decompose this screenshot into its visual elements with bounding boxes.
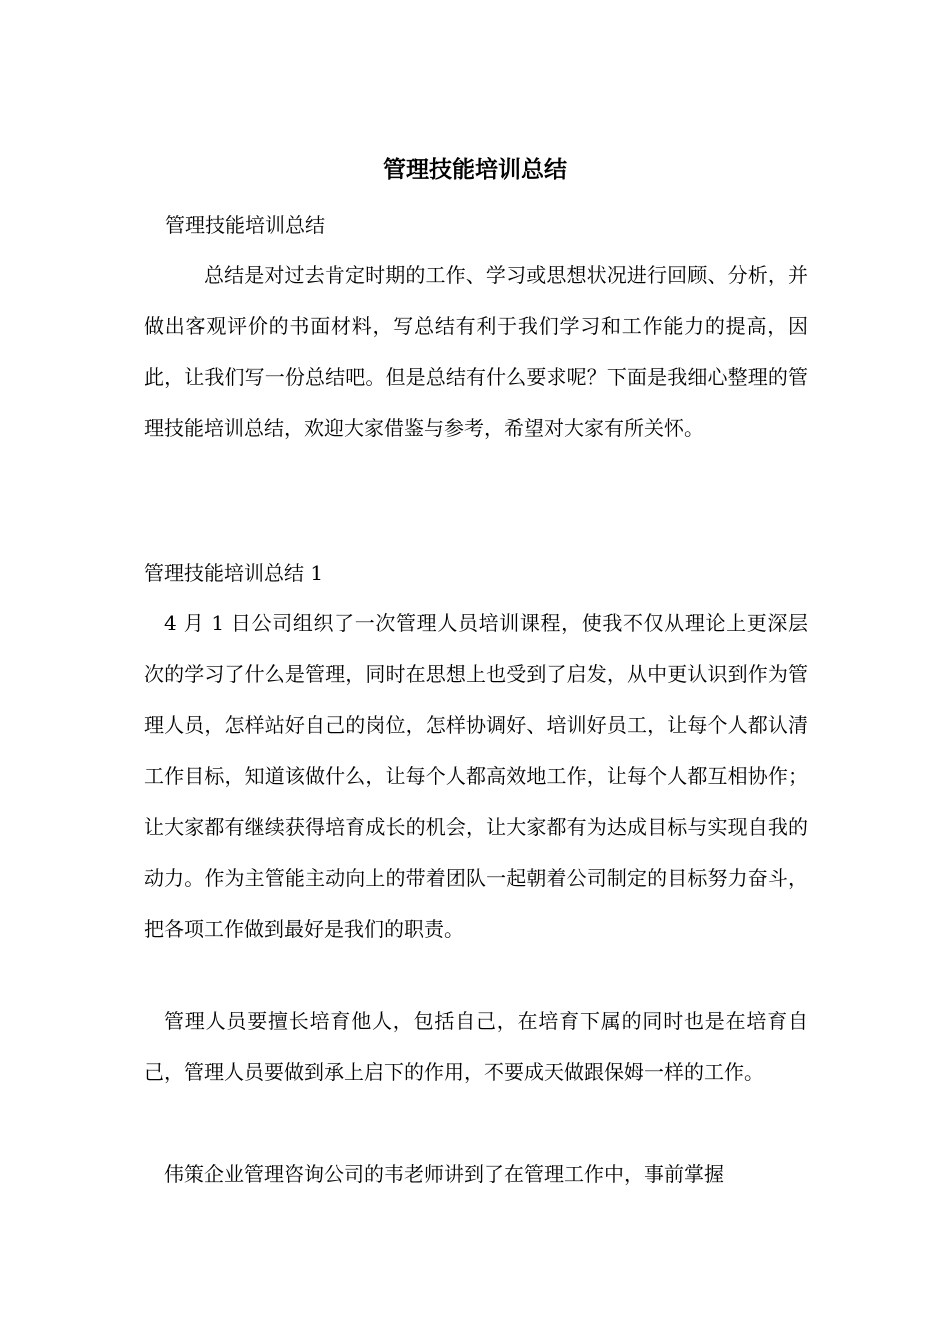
intro-paragraph: 总结是对过去肯定时期的工作、学习或思想状况进行回顾、分析，并做出客观评价的书面材料，写总结有利于我们学习和工作能力的提高，因此，让我们写一份总结吧。但是总结有什么要求呢？下面是我细心整理的管理技能培训总结，欢迎大家借鉴与参考，希望对大家有所关怀。 — [144, 263, 808, 440]
body-paragraph: 4 月 1 日公司组织了一次管理人员培训课程，使我不仅从理论上更深层次的学习了什么是管理，同时在思想上也受到了启发，从中更认识到作为管理人员，怎样站好自己的岗位，怎样协调好、培训好员工，让每个人都认清工作目标，知道该做什么，让每个人都高效地工作，让每个人都互相协作；让大家都有继续获得培育成长的机会，让大家都有为达成目标与实现自我的动力。作为主管能主动向上的带着团队一起朝着公司制定的目标努力奋斗，把各项工作做到最好是我们的职责。 — [144, 611, 808, 941]
document-subtitle: 管理技能培训总结 — [165, 213, 325, 237]
body-paragraph: 管理人员要擅长培育他人，包括自己，在培育下属的同时也是在培育自己，管理人员要做到承上启下的作用，不要成天做跟保姆一样的工作。 — [144, 1009, 808, 1084]
document-title: 管理技能培训总结 — [383, 156, 567, 183]
body-paragraph: 伟策企业管理咨询公司的韦老师讲到了在管理工作中，事前掌握 — [164, 1162, 724, 1186]
section-heading: 管理技能培训总结 1 — [144, 561, 324, 585]
